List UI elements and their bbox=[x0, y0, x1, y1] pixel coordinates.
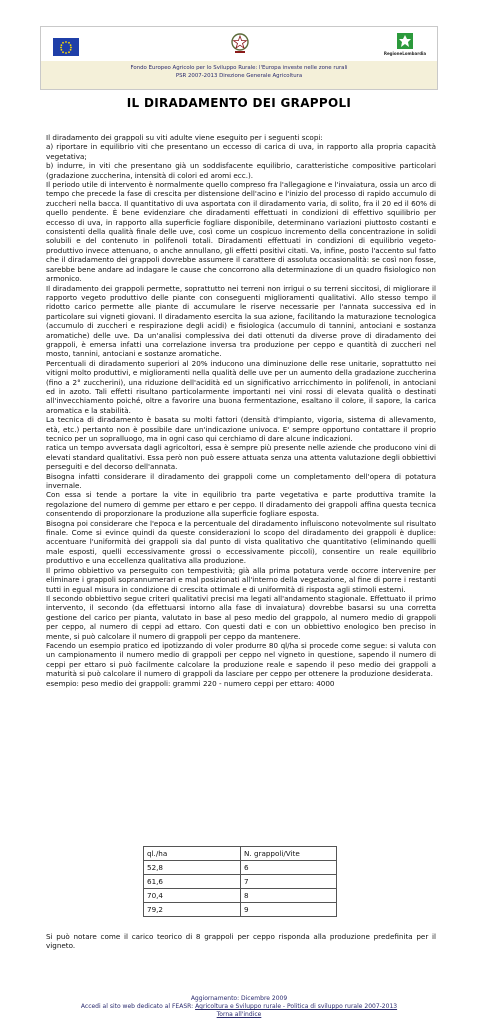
feasr-link[interactable]: Agricoltura e Sviluppo rurale - Politica di sviluppo rurale 2007-2013 bbox=[195, 1003, 398, 1010]
page-footer bbox=[0, 995, 478, 1019]
paragraph: a) riportare in equilibrio viti che presentano un eccesso di carica di uva, in rapporto alla propria capacità vegetativa; bbox=[46, 142, 436, 161]
table-cell: 52,8 bbox=[144, 861, 241, 875]
paragraph: esempio: peso medio dei grappoli: grammi 220 - numero ceppi per ettaro: 4000 bbox=[46, 678, 335, 688]
update-date: Aggiornamento: Dicembre 2009 bbox=[190, 995, 288, 1002]
paragraph: Il diradamento dei grappoli permette, soprattutto nei terreni non irrigui o su terreni siccitosi, di migliorare il rapporto vegeto produttivo delle piante con conseguenti miglioramenti qualitativi. Allo stesso tempo il ridotto carico permette alle piante di accumulare le riserve necessarie per l'annata successiva ed in particolare sui vigneti giovani. Il diradamento esercita la sua azione, facilitando la maturazione tecnologica (accumulo di zuccheri e respirazione degli acidi) e fisiologica (accumulo di tannini, antociani e sostanza aromatiche) delle uve. Da un'analisi complessiva dei dati ottenuti da diverse prove di diradamento dei grappoli, è emersa infatti una correlazione inversa tra produzione per ceppo e quantità di zuccheri nel mosto, tannini, antociani e sostanze aromatiche. bbox=[46, 283, 436, 359]
region-logo-text: RegioneLombardia bbox=[383, 51, 427, 56]
table-cell: 70,4 bbox=[144, 889, 241, 903]
regione-lombardia-icon bbox=[397, 33, 413, 49]
table-cell: 61,6 bbox=[144, 875, 241, 889]
table-header-cell: ql./ha bbox=[144, 847, 241, 861]
table-cell: 79,2 bbox=[144, 903, 241, 917]
paragraph: Il primo obbiettivo va perseguito con tempestività; già alla prima potatura verde occorre intervenire per eliminare i grappoli soprannumerari e mal posizionati all'interno della vegetazione, al fine di porre i restanti tutti in egual misura in condizione di crescita ottimale e di uniformità di risposta agli stimoli esterni. bbox=[46, 565, 436, 594]
table-header-row bbox=[144, 847, 337, 861]
article-body bbox=[46, 133, 436, 688]
paragraph: ratica un tempo avversata dagli agricoltori, essa è sempre più presente nelle aziende che producono vini di elevati standard qualitativi. Essa però non può essere attuata senza una attenta valutazione degli obbiettivi perseguiti e del decorso dell'annata. bbox=[46, 443, 436, 472]
paragraph: Con essa si tende a portare la vite in equilibrio tra parte vegetativa e parte produttiva tramite la regolazione del numero di gemme per ettaro e per ceppo. Il diradamento dei grappoli affina questa tecnica consentendo di proporzionare la produzione alla superficie fogliare esposta. bbox=[46, 490, 436, 519]
paragraph: Il secondo obbiettivo segue criteri qualitativi precisi ma legati all'andamento stagionale. Effettuato il primo intervento, il secondo (da effettuarsi intorno alla fase di invaiatura) dovrebbe basarsi su una corretta gestione del carico per pianta, valutato in base al peso medio del grappolo, al numero medio di grappoli per ceppo, al numero di ceppi ad ettaro. Con questi dati e con un obbiettivo enologico ben preciso in mente, si può calcolare il numero di grappoli per ceppo da mantenere. bbox=[46, 593, 436, 641]
page-title: IL DIRADAMENTO DEI GRAPPOLI bbox=[126, 96, 352, 110]
yield-table bbox=[143, 846, 337, 917]
paragraph: La tecnica di diradamento è basata su molti fattori (densità d'impianto, vigoria, sistema di allevamento, età, etc.) pertanto non è possibile dare un'indicazione univoca. E' sempre opportuno contattare il proprio tecnico per un sopralluogo, ma in ogni caso qui cerchiamo di dare alcune indicazioni. bbox=[46, 415, 436, 443]
paragraph: Percentuali di diradamento superiori al 20% inducono una diminuzione delle rese unitarie, soprattutto nei vitigni molto produttivi, e miglioramenti nella qualità delle uve per un aumento della gradazione zuccherina (fino a 2° zuccherini), una riduzione dell'acidità ed un significativo arricchimento in polifenoli, in antociani ed in azoto. Tali effetti risultano particolarmente importanti nei vini rossi di elevata qualità o destinati all'invecchiamento poiché, oltre a favorire una buona fermentazione, esaltano il colore, il sapore, la carica aromatica e la stabilità. bbox=[46, 358, 436, 415]
access-prefix: Accedi al sito web dedicato al FEASR: bbox=[80, 1003, 196, 1010]
back-to-index-link[interactable]: Torna all'indice bbox=[216, 1011, 262, 1018]
access-line bbox=[0, 1003, 478, 1011]
paragraph: Facendo un esempio pratico ed ipotizzando di voler produrre 80 ql/ha si procede come segue: si valuta con un campionamento il numero medio di grappoli per ceppo nel vigneto in questione, sapendo il numero di ceppi per ettaro si può facilmente calcolare la produzione reale e sapendo il peso medio dei grappoli a maturità si può calcolare il numero di grappoli da lasciare per ceppo per ottenere la produzione desiderata. bbox=[46, 640, 436, 679]
page-header bbox=[40, 26, 438, 90]
table-row bbox=[144, 875, 337, 889]
table-header-cell: N. grappoli/Vite bbox=[241, 847, 337, 861]
header-caption bbox=[41, 64, 437, 80]
paragraph: Bisogna poi considerare che l'epoca e la percentuale del diradamento influiscono notevolmente sul risultato finale. Come si evince quindi da queste considerazioni lo scopo del diradamento dei grappoli è duplice: accentuare l'uniformità dei grappoli sia dal punto di vista qualitativo che quantitativo (eliminando quelli male esposti, quelli eccessivamente grossi o eccessivamente piccoli), consentire un reale equilibrio produttivo e una eccellenza qualitativa alla produzione. bbox=[46, 518, 436, 566]
paragraph: b) indurre, in viti che presentano già un soddisfacente equilibrio, caratteristiche compositive particolari (gradazione zuccherina, intensità di colori ed aromi ecc.). bbox=[46, 161, 436, 180]
paragraph: Il diradamento dei grappoli su viti adulte viene eseguito per i seguenti scopi: bbox=[46, 133, 323, 142]
italian-emblem-icon bbox=[229, 31, 251, 55]
header-line-1: Fondo Europeo Agricolo per lo Sviluppo Rurale: l'Europa investe nelle zone rurali bbox=[130, 65, 348, 71]
header-line-2: PSR 2007-2013 Direzione Generale Agricoltura bbox=[175, 73, 303, 79]
table-cell: 8 bbox=[241, 889, 337, 903]
table-row bbox=[144, 889, 337, 903]
table-cell: 7 bbox=[241, 875, 337, 889]
paragraph: Bisogna infatti considerare il diradamento dei grappoli come un completamento dell'opera di potatura invernale. bbox=[46, 471, 436, 491]
table-cell: 9 bbox=[241, 903, 337, 917]
table-row bbox=[144, 903, 337, 917]
eu-flag-icon bbox=[53, 38, 79, 56]
back-line bbox=[0, 1011, 478, 1019]
conclusion-text: Si può notare come il carico teorico di 8 grappoli per ceppo risponda alla produzione predefinita per il vigneto. bbox=[46, 932, 436, 951]
paragraph: Il periodo utile di intervento è normalmente quello compreso fra l'allegagione e l'invaiatura, ossia un arco di tempo che precede la fase di crescita per distensione dell'acino e l'inizio del processo di rapido accumulo di zuccheri nella bacca. Il quantitativo di uva asportata con il diradamento varia, di solito, fra il 20 ed il 60% di quello pendente. È bene evidenziare che diradamenti effettuati in condizioni di effettivo squilibrio per eccesso di uva, in rapporto alla superficie fogliare disponibile, determinano variazioni piuttosto costanti e consistenti della qualità finale delle uve, così come un cospicuo incremento della concentrazione in solidi solubili e del contenuto in polifenoli totali. Diradamenti effettuati in condizioni di equilibrio vegeto-produttivo invece attenuano, o anche annullano, gli effetti positivi citati. Va, infine, posto l'accento sul fatto che il diradamento dei grappoli dovrebbe assumere il carattere di assoluta occasionalità: se così non fosse, sarebbe bene andare ad indagare le cause che concorrono alla determinazione di un quadro fisiologico non armonico. bbox=[46, 180, 436, 284]
table-cell: 6 bbox=[241, 861, 337, 875]
regione-lombardia-logo bbox=[383, 33, 427, 61]
table-row bbox=[144, 861, 337, 875]
